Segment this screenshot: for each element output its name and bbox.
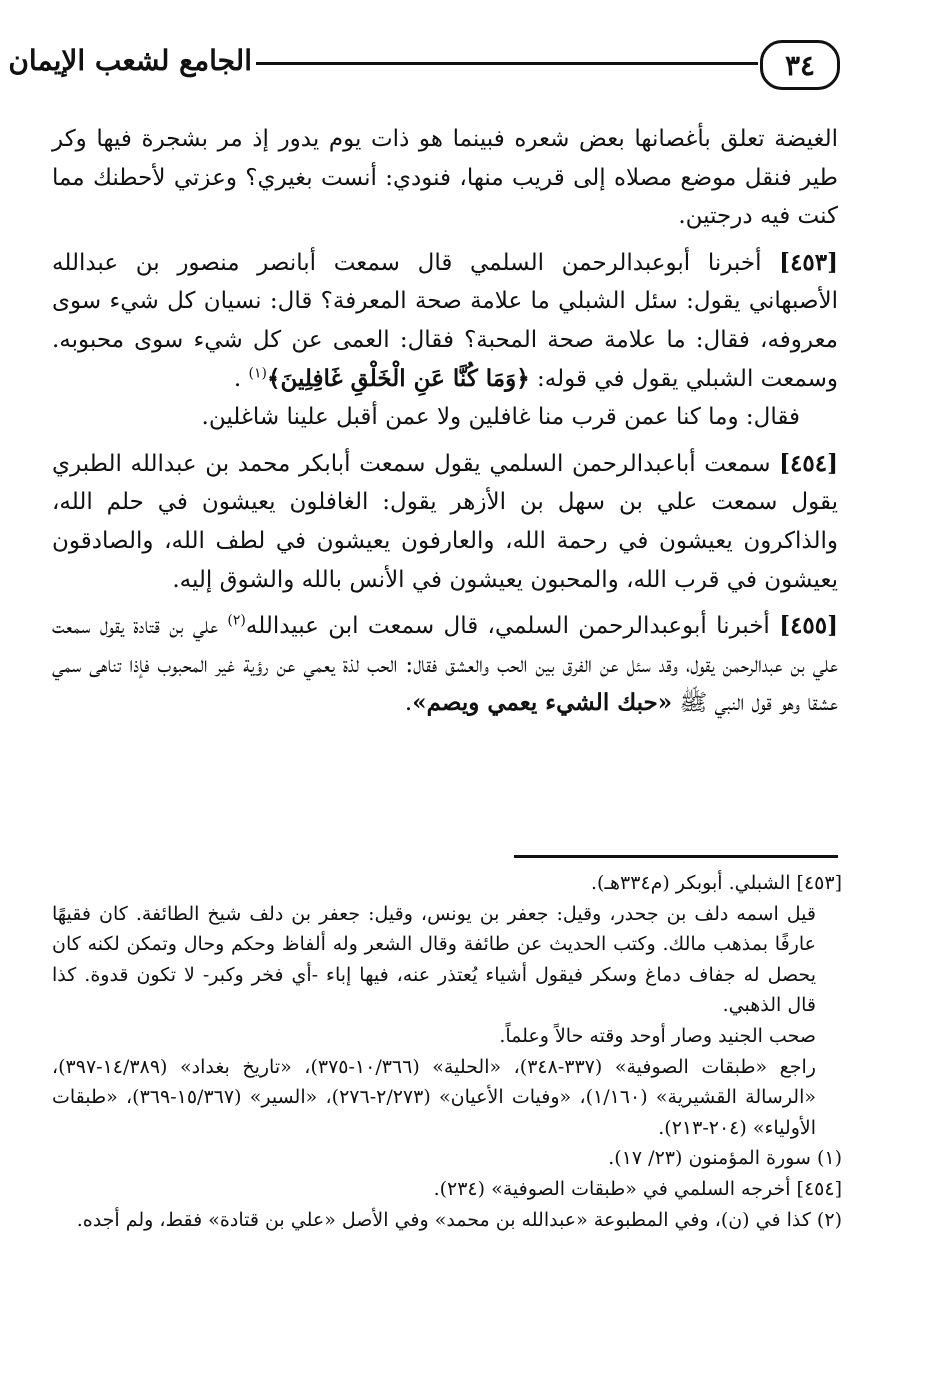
- paragraph-455-text-a: أخبرنا أبوعبدالرحمن السلمي، قال سمعت ابن عبيدالله: [245, 613, 770, 640]
- main-text: [52, 120, 838, 723]
- header-rule: [256, 62, 758, 65]
- quran-verse: ﴿وَمَا كُنَّا عَنِ الْخَلْقِ غَافِلِينَ﴾: [267, 364, 530, 392]
- footnote-separator: [514, 855, 838, 858]
- footnote-453-refs: راجع «طبقات الصوفية» (٣٣٧-٣٤٨)، «الحلية» (١٠/٣٦٦-٣٧٥)، «تاريخ بغداد» (١٤/٣٨٩-٣٩٧)، «الرسالة القشيرية» (١/١٦٠)، «وفيات الأعيان» (٢/٢٧٣-٢٧٦)، «السير» (١٥/٣٦٧-٣٦٩)، «طبقات الأولياء» (٢٠٤-٢١٣).: [52, 1055, 817, 1139]
- paragraph-453-cont: فقال: وما كنا عمن قرب منا غافلين ولا عمن أقبل علينا شاغلين.: [201, 404, 800, 431]
- footnote-2: (٢) كذا في (ن)، وفي المطبوعة «عبدالله بن محمد» وفي الأصل «علي بن قتادة» فقط، ولم أجده.: [76, 1208, 842, 1231]
- paragraph-453-text: أخبرنا أبوعبدالرحمن السلمي قال سمعت أبانصر منصور بن عبدالله الأصبهاني يقول: سئل الشبلي ما علامة صحة المعرفة؟ قال: نسيان كل شيء سوى معروفه، فقال: ما علامة صحة المحبة؟ فقال: العمى عن كل شيء سوى محبوبه. وسمعت الشبلي يقول في قوله:: [52, 249, 838, 392]
- book-title: الجامع لشعب الإيمان: [8, 44, 252, 77]
- footnote-ref-2: (٢): [227, 612, 246, 629]
- footnote-453-head: [٤٥٣] الشبلي. أبوبكر (م٣٣٤هـ).: [591, 872, 842, 894]
- footnote-453-body-2: صحب الجنيد وصار أوحد وقته حالاً وعلماً.: [499, 1024, 816, 1047]
- paragraph-454-text: سمعت أباعبدالرحمن السلمي يقول سمعت أبابكر محمد بن عبدالله الطبري يقول سمعت علي بن سهل بن الأزهر يقول: الغافلون يعيشون في حلم الله، والذاكرون يعيشون في رحمة الله، والعارفون يعيشون في لطف الله، والصادقون يعيشون في قرب الله، والمحبون يعيشون في الأنس بالله والشوق إليه.: [52, 450, 838, 593]
- page-header: [8, 40, 840, 96]
- footnote-454: [٤٥٤] أخرجه السلمي في «طبقات الصوفية» (٢٣٤).: [433, 1177, 842, 1200]
- footnote-ref-1: (١): [248, 364, 267, 381]
- footnotes: [52, 868, 842, 1235]
- footnote-1: (١) سورة المؤمنون (٢٣/ ١٧).: [608, 1147, 842, 1170]
- paragraph-455: [52, 607, 838, 723]
- paragraph-453: [52, 244, 838, 398]
- hadith-quote: «حبك الشيء يعمي ويصم»: [412, 689, 673, 717]
- paragraph-455-end: .: [404, 690, 413, 717]
- paragraph-453-end: .: [233, 365, 242, 392]
- paragraph-454: [52, 445, 838, 599]
- paragraph-455-text-b: علي بن قتادة يقول سمعت علي بن عبدالرحمن يقول، وقد سئل عن الفرق بين الحب والعشق فقال: الحب لذة يعمي عن رؤية غير المحبوب فإذا تناهى سمي عشقا وهو قول النبي ﷺ: [52, 613, 838, 717]
- footnote-453-body: قيل اسمه دلف بن جحدر، وقيل: جعفر بن يونس، وقيل: جعفر بن دلف شيخ الطائفة. كان فقيهًا عارفًا بمذهب مالك. وكتب الحديث عن طائفة وقال الشعر وله ألفاظ وحكم وحال وتمكن لكنه كان يحصل له جفاف دماغ وسكر فيقول أشياء يُعتذر عنه، فيها إباء -أي فخر وكبر- لا تكون قدوة. كذا قال الذهبي.: [52, 902, 816, 1017]
- entry-number-455: [٤٥٥]: [779, 612, 839, 640]
- paragraph-continuation: الغيضة تعلق بأغصانها بعض شعره فبينما هو ذات يوم يدور إذ مر بشجرة فيها وكر طير فنقل موضع مصلاه إلى قريب منها، فنودي: أنست بغيري؟ وعزتي لأحطنك مما كنت فيه درجتين.: [52, 126, 838, 230]
- entry-number-453: [٤٥٣]: [779, 248, 839, 276]
- entry-number-454: [٤٥٤]: [779, 449, 838, 477]
- page-number: ٣٤: [760, 40, 840, 90]
